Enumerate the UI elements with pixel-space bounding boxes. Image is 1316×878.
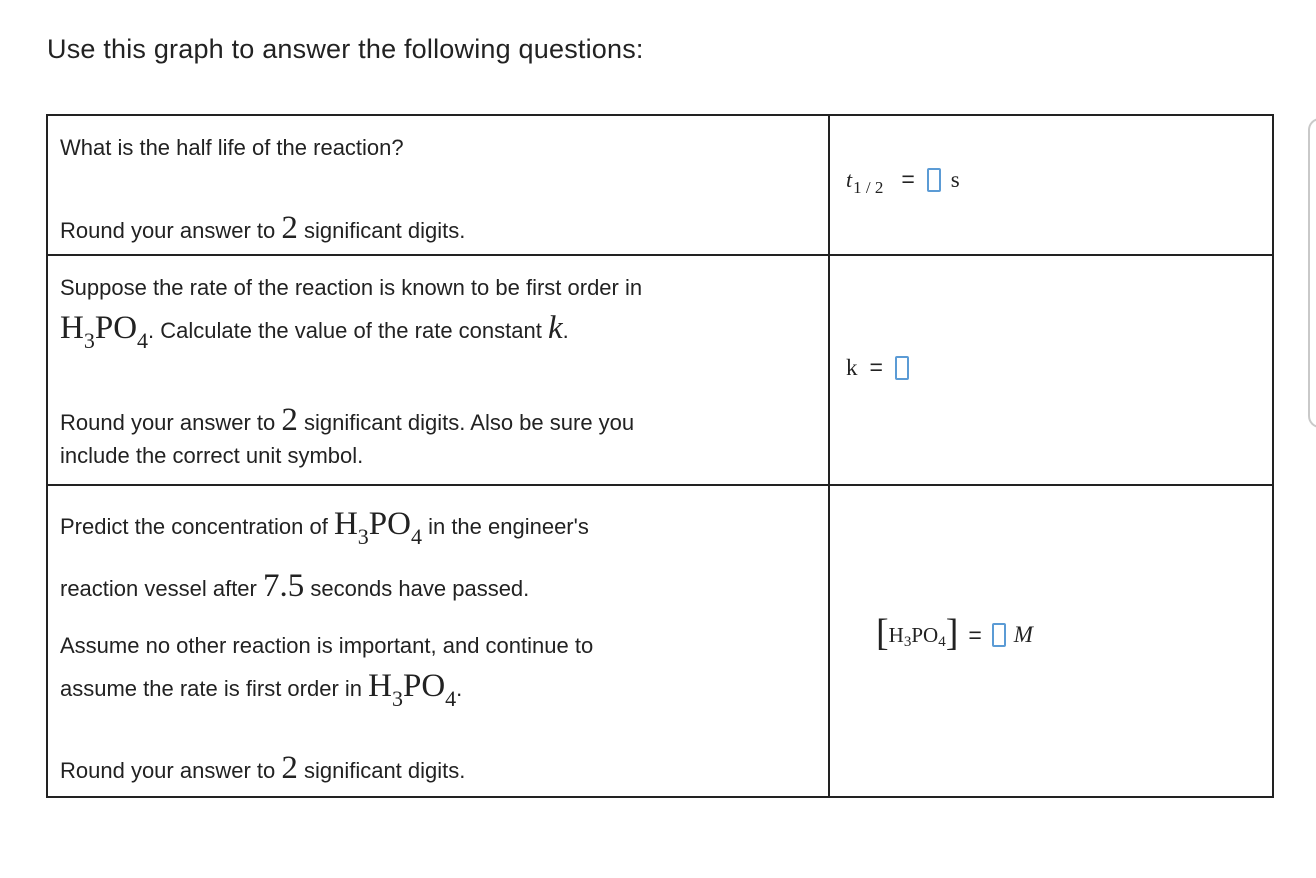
right-bracket: ] <box>945 612 959 654</box>
rate-constant-input[interactable] <box>895 356 909 380</box>
answer-cell-concentration <box>829 485 1273 797</box>
question-row-rate-constant <box>47 255 1273 485</box>
side-panel-tab[interactable] <box>1308 118 1316 428</box>
answer-cell-half-life <box>829 115 1273 255</box>
q2-prompt-line2: H3PO4. Calculate the value of the rate constant k. <box>60 310 569 353</box>
answer-cell-rate-constant <box>829 255 1273 485</box>
q1-rounding-note: Round your answer to 2 significant digits. <box>60 210 466 246</box>
q3-prompt-line2: reaction vessel after 7.5 seconds have passed. <box>60 568 530 604</box>
page-heading: Use this graph to answer the following questions: <box>47 34 644 64</box>
question-cell-concentration <box>47 485 829 797</box>
q2-unit-note: include the correct unit symbol. <box>60 443 364 468</box>
q3-rounding-note: Round your answer to 2 significant digits. <box>60 750 466 786</box>
half-life-input[interactable] <box>927 168 941 192</box>
q2-rounding-note: Round your answer to 2 significant digits. Also be sure you <box>60 402 635 438</box>
questions-table <box>46 114 1274 798</box>
q2-prompt-line1: Suppose the rate of the reaction is known to be first order in <box>60 275 643 300</box>
q3-assumption-line1: Assume no other reaction is important, and continue to <box>60 633 594 658</box>
rate-constant-answer: k = <box>846 354 909 381</box>
left-bracket: [ <box>876 612 889 654</box>
q1-prompt: What is the half life of the reaction? <box>60 135 404 160</box>
q3-assumption-line2: assume the rate is first order in H3PO4. <box>60 668 463 711</box>
question-cell-rate-constant <box>47 255 829 485</box>
concentration-input[interactable] <box>992 623 1006 647</box>
q3-prompt-line1: Predict the concentration of H3PO4 in the engineer's <box>60 506 589 549</box>
question-cell-half-life <box>47 115 829 255</box>
concentration-answer: [ H 3 PO 4 ] = M <box>876 612 1033 654</box>
question-row-half-life <box>47 115 1273 255</box>
question-row-concentration <box>47 485 1273 797</box>
half-life-answer: t 1 / 2 = s <box>846 166 960 197</box>
